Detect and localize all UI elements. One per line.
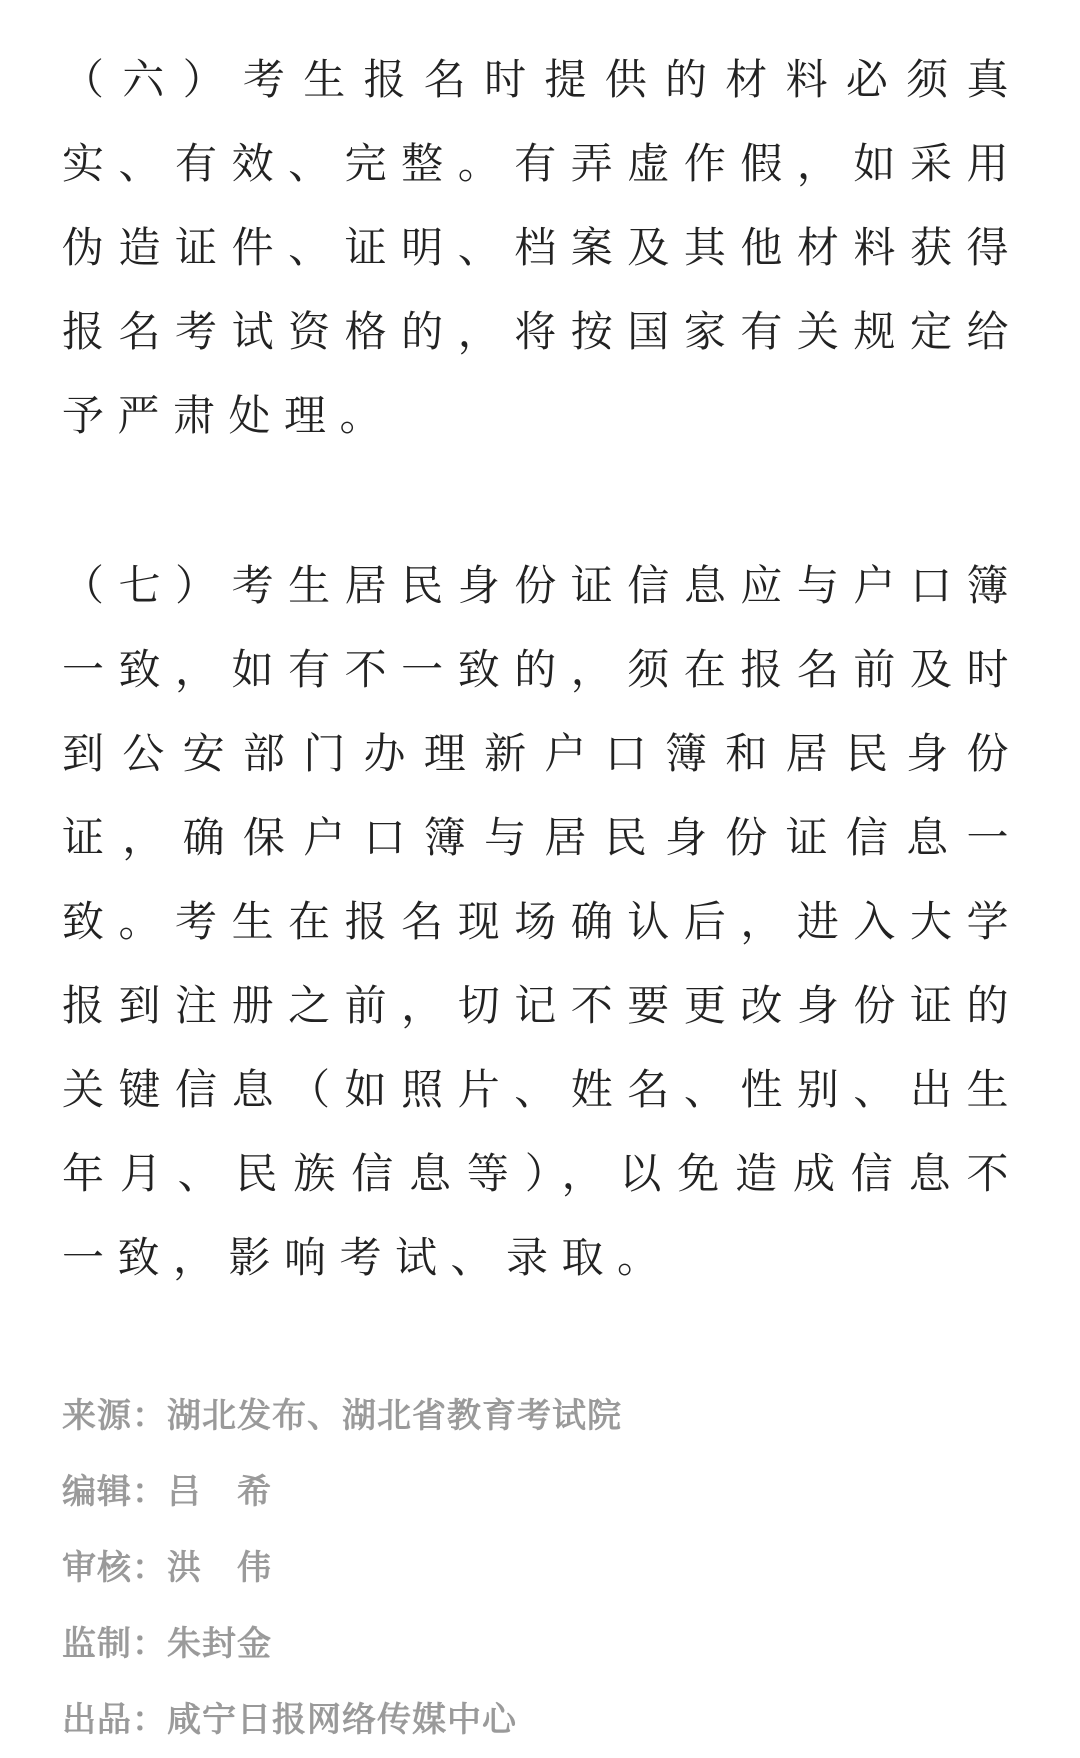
credit-supervisor-value: 朱封金 <box>167 1624 272 1664</box>
credit-producer-label: 出品： <box>62 1700 167 1740</box>
credit-editor <box>62 1454 1022 1530</box>
credit-supervisor <box>62 1606 1022 1682</box>
credit-reviewer-value: 洪 伟 <box>167 1548 272 1588</box>
credit-reviewer-label: 审核： <box>62 1548 167 1588</box>
credit-source-value: 湖北发布、湖北省教育考试院 <box>167 1396 622 1436</box>
credit-supervisor-label: 监制： <box>62 1624 167 1664</box>
credit-producer-value: 咸宁日报网络传媒中心 <box>167 1700 517 1740</box>
paragraph-six: （六）考生报名时提供的材料必须真实、有效、完整。有弄虚作假，如采用伪造证件、证明、档案及其他材料获得报名考试资格的，将按国家有关规定给予严肃处理。 <box>62 55 1022 440</box>
credit-source-label: 来源： <box>62 1396 167 1436</box>
paragraph-seven: （七）考生居民身份证信息应与户口簿一致，如有不一致的，须在报名前及时到公安部门办理新户口簿和居民身份证，确保户口簿与居民身份证信息一致。考生在报名现场确认后，进入大学报到注册之前，切记不要更改身份证的关键信息（如照片、姓名、性别、出生年月、民族信息等），以免造成信息不一致，影响考试、录取。 <box>62 561 1022 1282</box>
credit-editor-value: 吕 希 <box>167 1472 272 1512</box>
credit-source <box>62 1378 1022 1454</box>
article-body <box>62 38 1022 1300</box>
credits-block <box>62 1378 1022 1758</box>
credit-editor-label: 编辑： <box>62 1472 167 1512</box>
credit-reviewer <box>62 1530 1022 1606</box>
